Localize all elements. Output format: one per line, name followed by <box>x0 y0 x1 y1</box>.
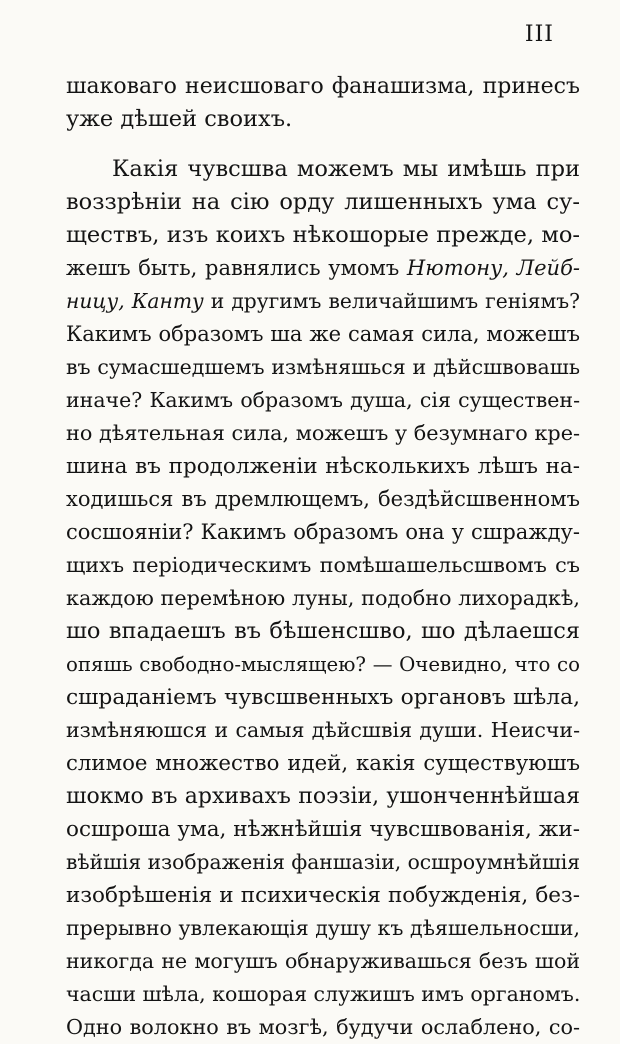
text-line: сосшояніи? Какимъ образомъ она у сшражду- <box>66 520 580 544</box>
text-line: каждою перемѣною луны, подобно лихорадкѣ, <box>66 586 580 610</box>
text-line: шо впадаешъ въ бѣшенсшво, шо дѣлаешся <box>66 618 580 644</box>
text-line: изобрѣшенія и психическія побужденія, без- <box>66 883 580 908</box>
text-line: иначе? Какимъ образомъ душа, сія существен- <box>66 388 580 412</box>
page-number: III <box>524 22 554 47</box>
text-line: ществъ, изъ коихъ нѣкошорые прежде, мо- <box>66 222 580 248</box>
text-line: Одно волокно въ мозгѣ, будучи ослаблено, со- <box>66 1015 580 1039</box>
text-line: Какимъ образомъ ша же самая сила, можешъ <box>66 322 580 346</box>
text-line: осшроша ума, нѣжнѣйшія чувсшвованія, жи- <box>66 817 580 842</box>
text-line: въ сумасшедшемъ измѣняшься и дѣйсшвовашь <box>66 355 580 379</box>
italic-name: ницу, Канту <box>66 289 204 313</box>
text-line: шина въ продолженіи нѣсколькихъ лѣшъ на- <box>66 454 580 479</box>
italic-name: Нютону, Лейб- <box>406 256 580 280</box>
text-line: уже дѣшей своихъ. <box>66 106 293 132</box>
text-line: шокмо въ архивахъ поэзіи, ушонченнѣйшая <box>66 784 580 809</box>
text-line: опяшь свободно-мыслящею? — Очевидно, что со <box>66 653 580 676</box>
text-line: воззрѣніи на сію орду лишенныхъ ума су- <box>66 189 580 215</box>
text-line: ходишься въ дремлющемъ, бездѣйсшвенномъ <box>66 487 580 511</box>
text-line: часши шѣла, кошорая служишъ имъ органомъ. <box>66 982 581 1006</box>
text-line: вѣйшія изображенія фаншазіи, осшроумнѣйшія <box>66 850 581 874</box>
text-line: Какія чувсшва можемъ мы имѣшь при <box>112 156 580 182</box>
text-line: прерывно увлекающія душу къ дѣяшельносши, <box>66 916 580 940</box>
text-line: щихъ періодическимъ помѣшашельсшвомъ съ <box>66 553 580 577</box>
text-line: шаковаго неисшоваго фанашизма, принесъ <box>66 74 580 99</box>
text-line: слимое множество идей, какія существуюшъ <box>66 751 580 776</box>
text-line: жешъ быть, равнялись умомъ Нютону, Лейб- <box>66 256 580 280</box>
text-line: никогда не могушъ обнаруживашься безъ шой <box>66 949 580 973</box>
text-line: измѣняюшся и самыя дѣйсшвія души. Неисчи- <box>66 718 580 742</box>
text-line: но дѣятельная сила, можешъ у безумнаго кре- <box>66 421 580 445</box>
text-line: сшраданіемъ чувсшвенныхъ органовъ шѣла, <box>66 685 580 710</box>
text-line: ницу, Канту и другимъ величайшимъ геніямъ? <box>66 289 580 313</box>
